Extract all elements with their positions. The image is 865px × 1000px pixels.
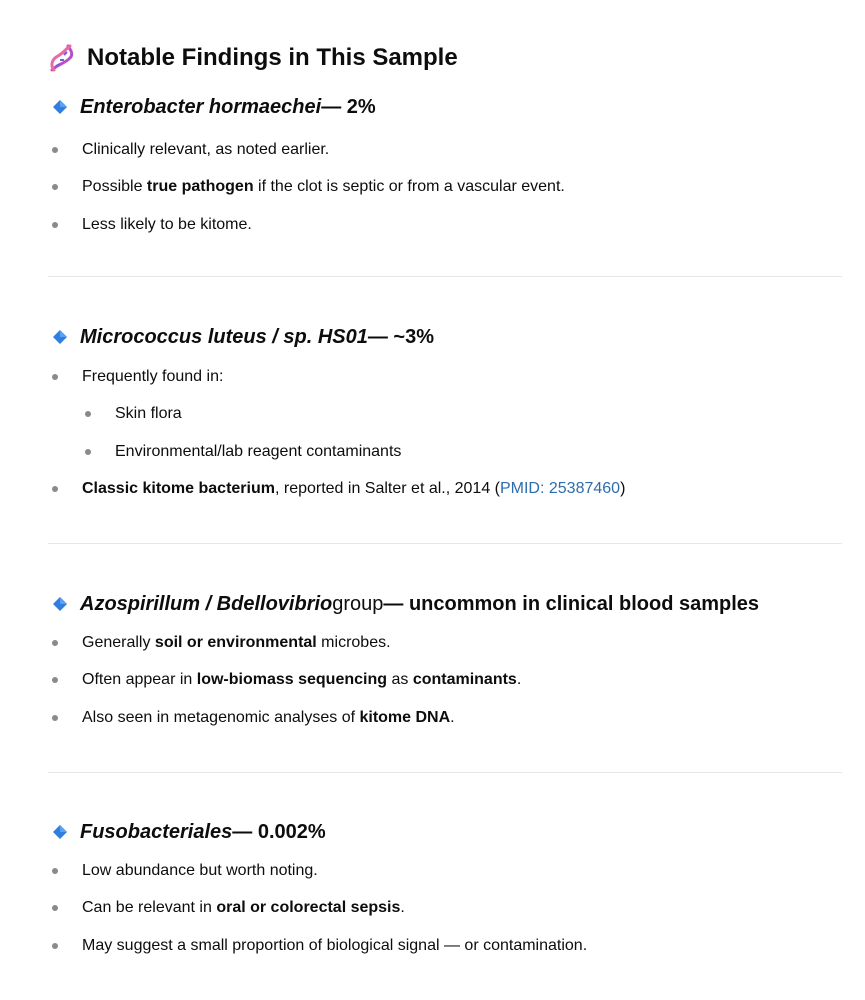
heading-abundance: — ~3% <box>367 325 435 348</box>
heading-abundance: — 0.002% <box>232 820 326 843</box>
list-item-text: Skin flora <box>115 405 182 423</box>
bold-text: soil or environmental <box>154 634 317 651</box>
list-item-text: Also seen in metagenomic analyses of <box>82 708 360 726</box>
list-item <box>48 699 848 736</box>
list-item-text: Possible <box>82 178 147 196</box>
blue-diamond-icon <box>52 99 68 115</box>
bold-text: true pathogen <box>146 178 254 196</box>
bullet-list <box>48 852 848 964</box>
list-item-text: ) <box>620 479 626 497</box>
list-item <box>48 927 848 964</box>
blue-diamond-icon <box>52 596 68 612</box>
heading-abundance: — 2% <box>321 95 376 118</box>
divider <box>48 772 842 773</box>
list-item-text: if the clot is septic or from a vascular event. <box>253 178 565 196</box>
bold-text: oral or colorectal sepsis <box>216 899 401 917</box>
list-item-text: . <box>400 899 405 917</box>
bullet-list <box>48 624 848 736</box>
list-item <box>48 624 848 661</box>
pmid-link[interactable]: PMID: 25387460 <box>499 479 621 497</box>
bullet-list <box>48 358 848 507</box>
section-heading <box>48 322 848 352</box>
list-item <box>48 131 848 168</box>
divider <box>48 543 842 544</box>
list-item-text: Frequently found in: <box>82 368 224 385</box>
list-item <box>48 470 848 507</box>
list-item <box>48 358 848 395</box>
section-enterobacter <box>48 92 848 243</box>
list-item-text: May suggest a small proportion of biological signal — or contamination. <box>82 936 588 954</box>
blue-diamond-icon <box>52 329 68 345</box>
list-item <box>48 206 848 243</box>
list-item-text: , reported in Salter et al., 2014 ( <box>274 479 500 497</box>
list-item-text: . <box>516 671 522 689</box>
section-micrococcus <box>48 322 848 507</box>
list-item-text: Low abundance but worth noting. <box>82 862 318 879</box>
dna-icon <box>48 43 74 73</box>
list-item <box>48 889 848 926</box>
bold-text: kitome DNA <box>359 708 451 726</box>
heading-organism: Enterobacter hormaechei <box>80 95 322 118</box>
list-item <box>48 852 848 889</box>
bold-text: Classic kitome bacterium <box>82 479 275 497</box>
list-item-text: Clinically relevant, as noted earlier. <box>82 141 330 158</box>
bold-text: low-biomass sequencing <box>196 671 388 689</box>
list-item <box>48 168 848 205</box>
section-heading <box>48 589 848 619</box>
page-title-text: Notable Findings in This Sample <box>87 44 458 71</box>
sub-list-item <box>48 395 848 432</box>
blue-diamond-icon <box>52 824 68 840</box>
list-item-text: . <box>450 708 455 726</box>
page-title <box>48 38 458 78</box>
heading-organism: Fusobacteriales <box>80 820 233 843</box>
bullet-list <box>48 131 848 243</box>
list-item <box>48 661 848 698</box>
list-item-text: microbes. <box>316 634 391 651</box>
section-azospirillum <box>48 589 848 736</box>
list-item-text: Environmental/lab reagent contaminants <box>115 442 402 460</box>
section-heading <box>48 817 848 847</box>
list-item-text: Less likely to be kitome. <box>82 215 252 233</box>
list-item-text: as <box>387 671 413 689</box>
heading-organism: Micrococcus luteus / sp. HS01 <box>80 325 368 348</box>
list-item-text: Often appear in <box>82 671 197 689</box>
heading-organism: Azospirillum / Bdellovibrio <box>80 592 333 615</box>
heading-note: — uncommon in clinical blood samples <box>383 592 760 615</box>
section-fusobacteriales <box>48 817 848 964</box>
sub-list-item <box>48 433 848 470</box>
list-item-text: Generally <box>82 634 155 651</box>
heading-group: group <box>332 592 384 615</box>
divider <box>48 276 842 277</box>
section-heading <box>48 92 848 122</box>
list-item-text: Can be relevant in <box>82 899 217 917</box>
bold-text: contaminants <box>412 671 517 689</box>
